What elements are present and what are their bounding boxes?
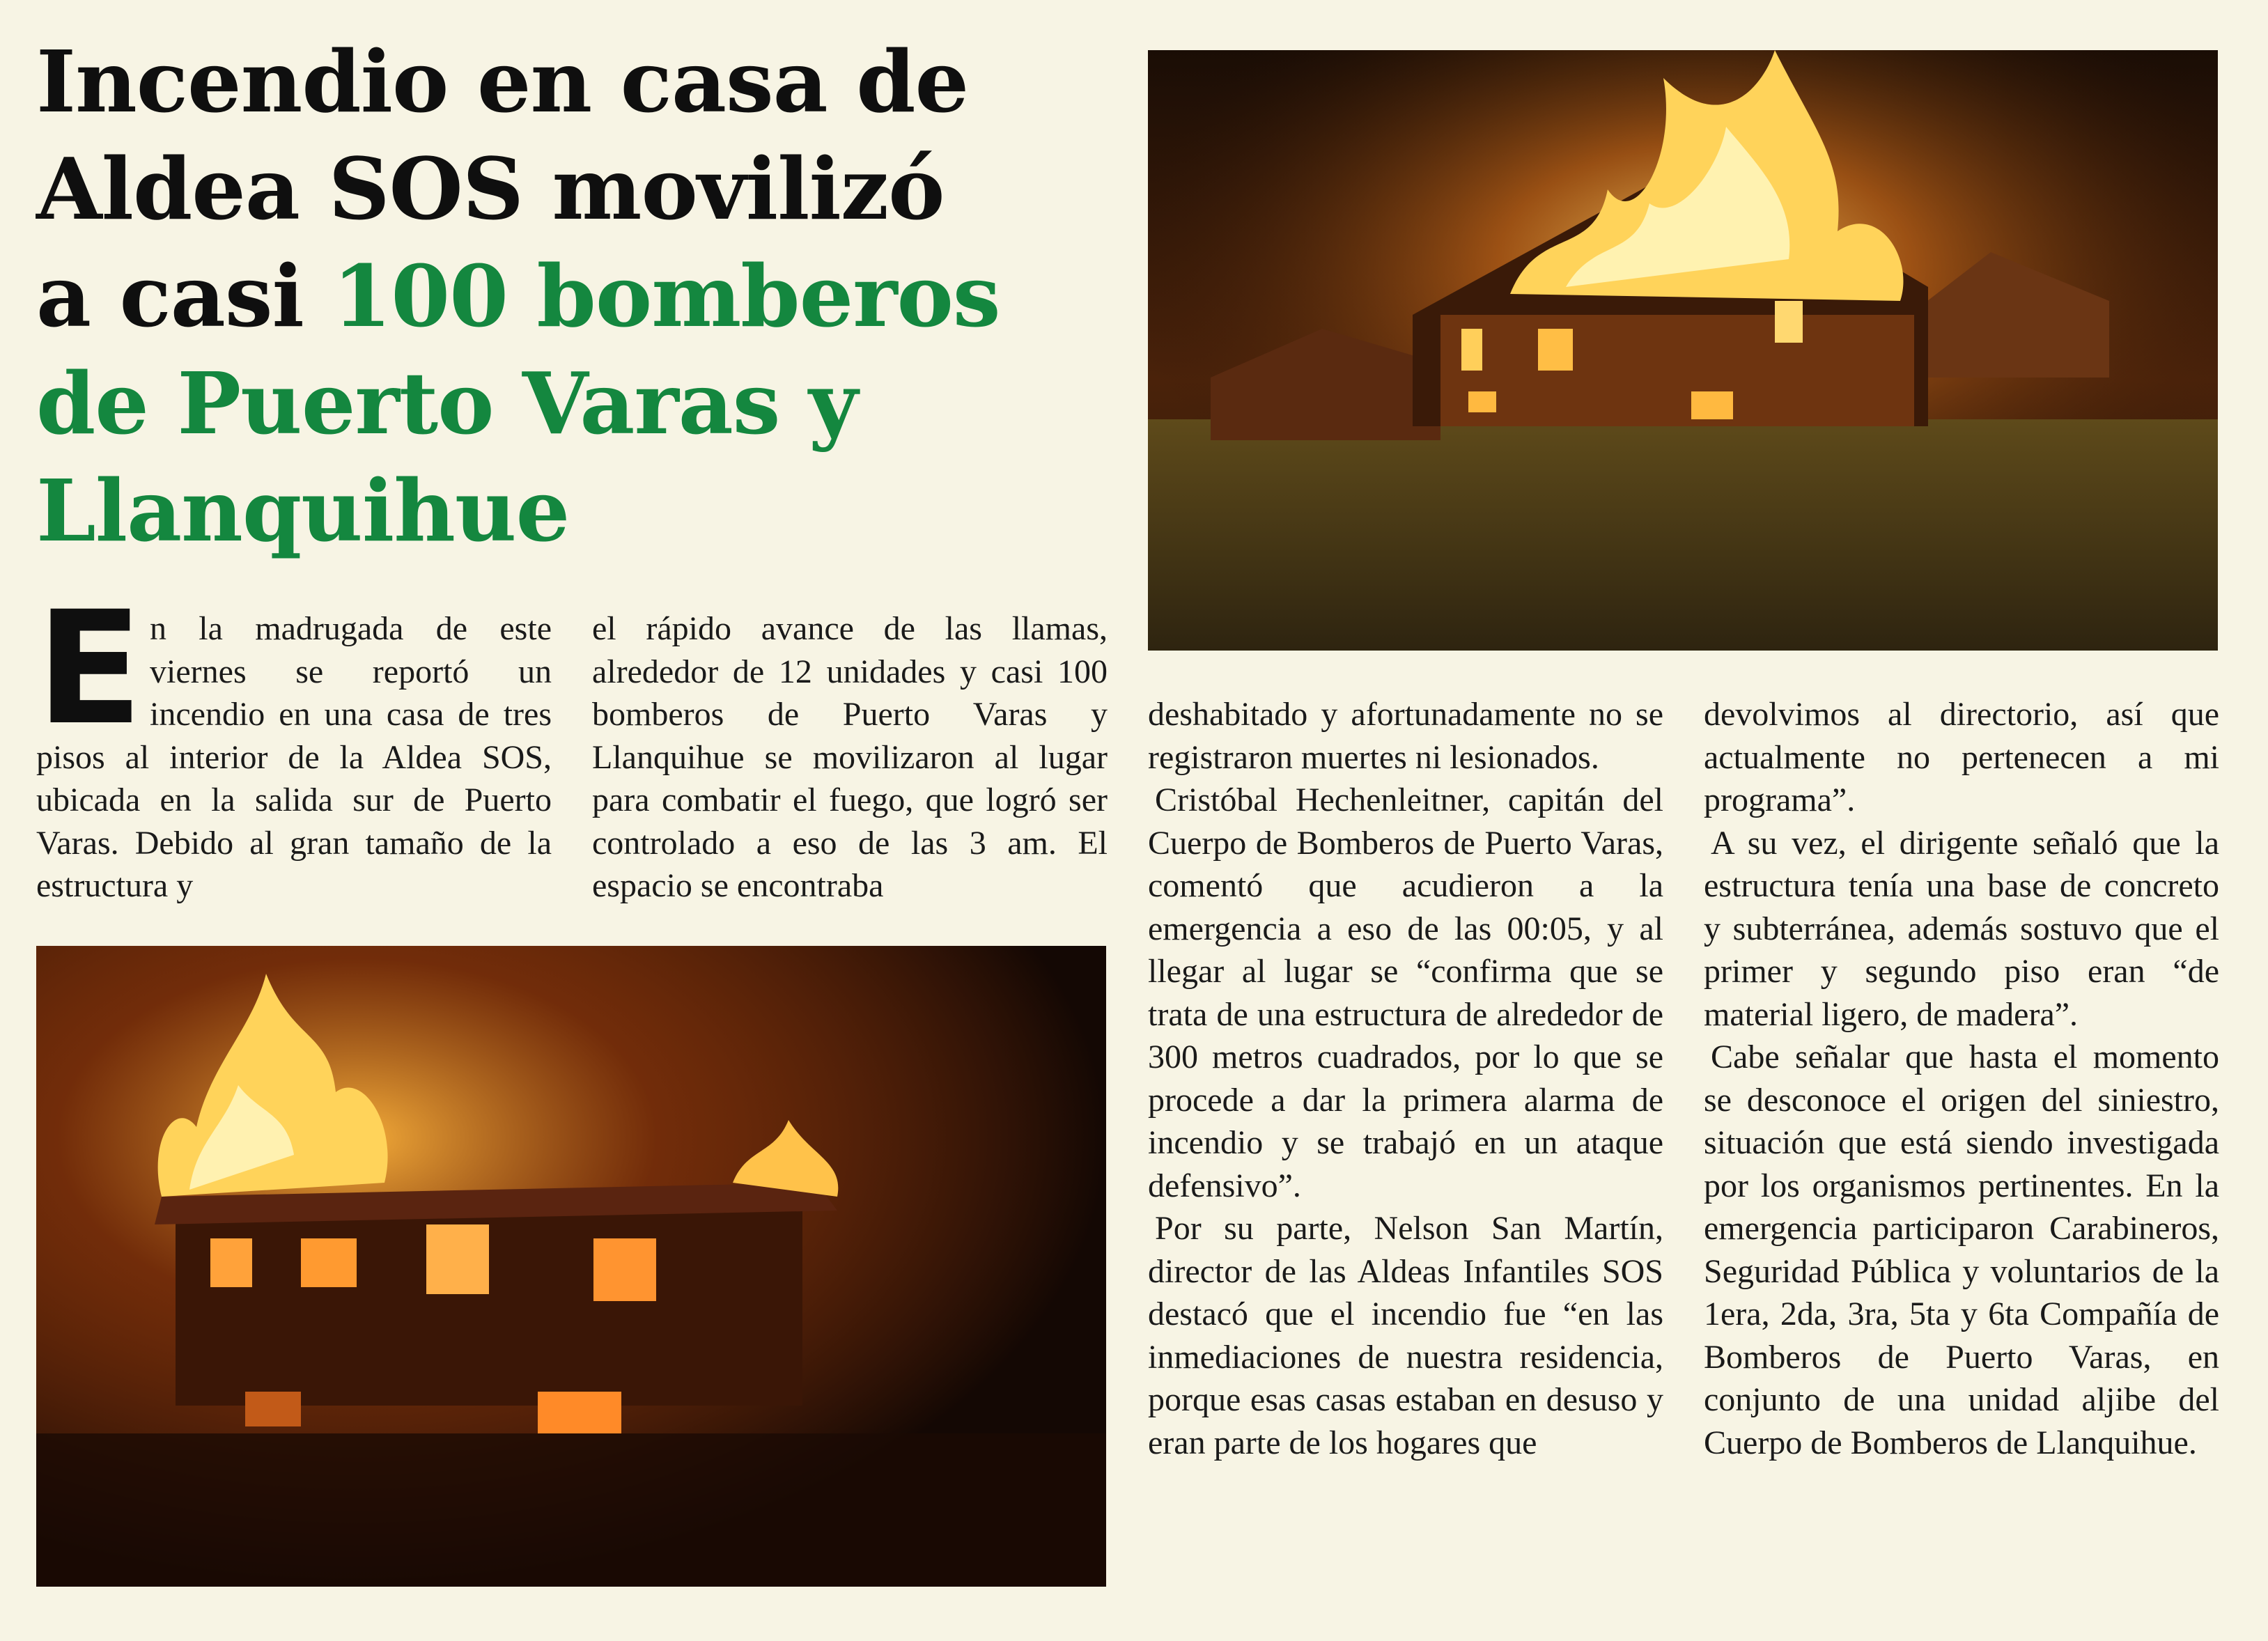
headline-line-1: Incendio en casa de [36,31,969,132]
article-column-4 [1704,693,2219,1464]
column-3-paragraph-3: Por su parte, Nelson San Martín, director de las Aldeas Infantiles SOS destacó que el incendio fue “en las inmediaciones de nuestra residencia, porque esas casas estaban en desuso y eran parte de los hogares que [1148,1210,1663,1461]
article-column-2 [592,607,1108,908]
headline-line-2: Aldea SOS movilizó [36,139,945,239]
column-4-paragraph-1: devolvimos al directorio, así que actualmente no pertenecen a mi programa”. [1704,696,2219,818]
house-fire-closeup-photo [36,946,1106,1587]
headline-line-3-green: 100 bomberos [332,246,1000,346]
drop-cap: E [36,577,143,759]
headline [36,28,1123,564]
article-column-1 [36,577,552,908]
headline-line-4: de Puerto Varas y [36,353,857,453]
headline-line-5: Llanquihue [36,460,570,561]
headline-line-3-black: a casi [36,246,333,346]
column-3-paragraph-2: Cristóbal Hechenleitner, capitán del Cuerpo de Bomberos de Puerto Varas, comentó que acudieron a la emergencia a eso de las 00:05, y al llegar al lugar se “confirma que se trata de una estructura de alrededor de 300 metros cuadrados, por lo que se procede a dar la primera alarma de incendio y se trabajó en un ataque defensivo”. [1148,781,1663,1204]
article-column-3 [1148,693,1663,1464]
house-fire-night-photo [1148,50,2218,651]
column-4-paragraph-2: A su vez, el dirigente señaló que la estructura tenía una base de concreto y subterránea, además sostuvo que el primer y segundo piso eran “de material ligero, de madera”. [1704,824,2219,1033]
column-1-text: n la madrugada de este viernes se reportó un incendio en una casa de tres pisos al interior de la Aldea SOS, ubicada en la salida sur de Puerto Varas. Debido al gran tamaño de la estructura y [36,610,552,904]
column-4-paragraph-3: Cabe señalar que hasta el momento se desconoce el origen del siniestro, situación que está siendo investigada por los organismos pertinentes. En la emergencia participaron Carabineros, Seguridad Pública y voluntarios de la 1era, 2da, 3ra, 5ta y 6ta Compañía de Bomberos de Puerto Varas, en conjunto de una unidad aljibe del Cuerpo de Bomberos de Llanquihue. [1704,1039,2219,1461]
column-2-text: el rápido avance de las llamas, alrededor de 12 unidades y casi 100 bomberos de Puerto Varas y Llanquihue se movilizaron al lugar para combatir el fuego, que logró ser controlado a eso de las 3 am. El espacio se encontraba [592,610,1108,904]
column-3-paragraph-1: deshabitado y afortunadamente no se registraron muertes ni lesionados. [1148,696,1663,776]
